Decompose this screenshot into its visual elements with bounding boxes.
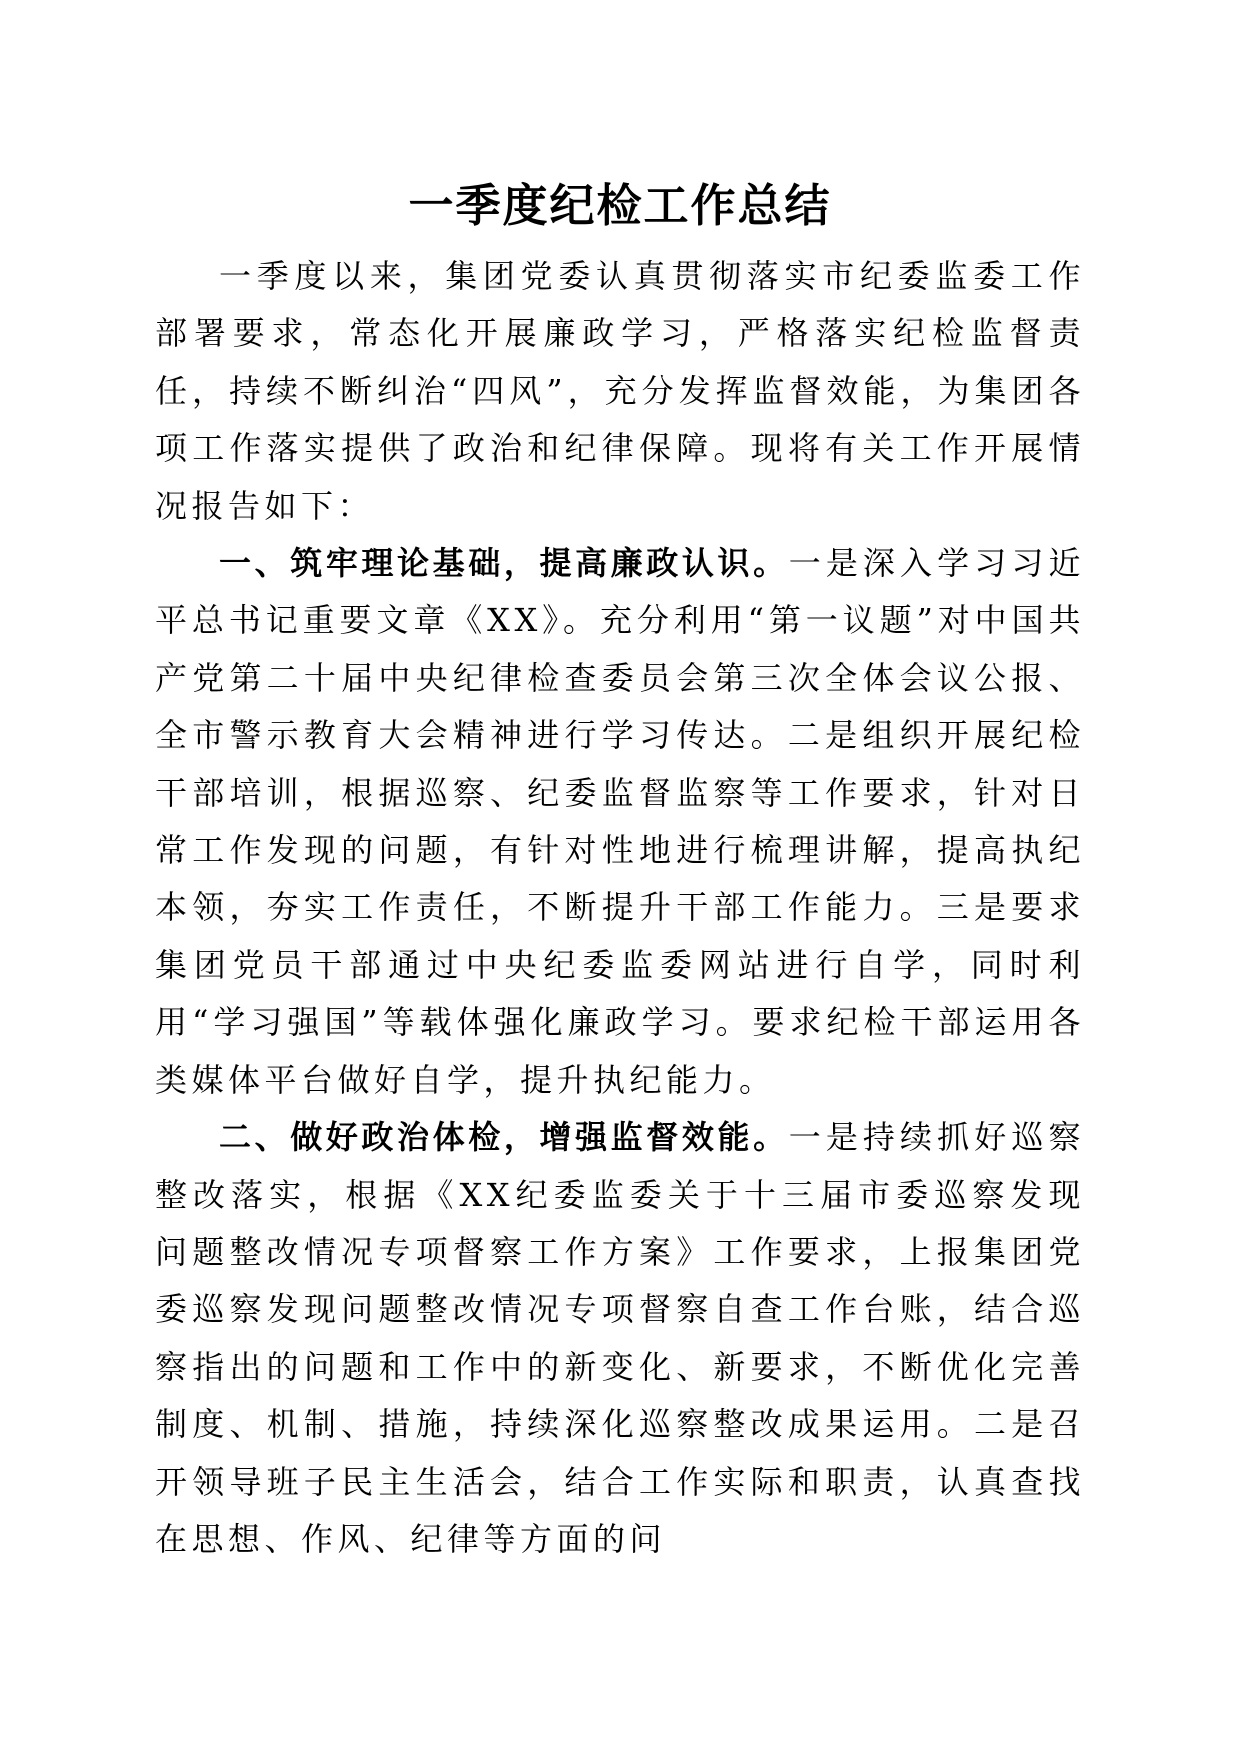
paragraph-section-2 [155, 1109, 1085, 1568]
section-heading: 二、做好政治体检，增强监督效能。 [219, 1118, 789, 1157]
paragraph-section-1 [155, 535, 1085, 1109]
paragraph-text: 一季度以来，集团党委认真贯彻落实市纪委监委工作部署要求，常态化开展廉政学习，严格落实纪检监督责任，持续不断纠治“四风”，充分发挥监督效能，为集团各项工作落实提供了政治和纪律保障。现将有关工作开展情况报告如下： [155, 257, 1085, 525]
section-heading: 一、筑牢理论基础，提高廉政认识。 [219, 544, 789, 583]
document-title: 一季度纪检工作总结 [408, 179, 832, 232]
paragraph-text: 一是深入学习习近平总书记重要文章《XX》。充分利用“第一议题”对中国共产党第二十届中央纪律检查委员会第三次全体会议公报、全市警示教育大会精神进行学习传达。二是组织开展纪检干部培训，根据巡察、纪委监督监察等工作要求，针对日常工作发现的问题，有针对性地进行梳理讲解，提高执纪本领，夯实工作责任，不断提升干部工作能力。三是要求集团党员干部通过中央纪委监委网站进行自学，同时利用“学习强国”等载体强化廉政学习。要求纪检干部运用各类媒体平台做好自学，提升执纪能力。 [155, 544, 1085, 1099]
paragraph-intro [155, 248, 1085, 535]
document-body [155, 248, 1085, 1568]
paragraph-text: 一是持续抓好巡察整改落实，根据《XX纪委监委关于十三届市委巡察发现问题整改情况专项督察工作方案》工作要求，上报集团党委巡察发现问题整改情况专项督察自查工作台账，结合巡察指出的问题和工作中的新变化、新要求，不断优化完善制度、机制、措施，持续深化巡察整改成果运用。二是召开领导班子民主生活会，结合工作实际和职责，认真查找在思想、作风、纪律等方面的问 [155, 1118, 1085, 1558]
